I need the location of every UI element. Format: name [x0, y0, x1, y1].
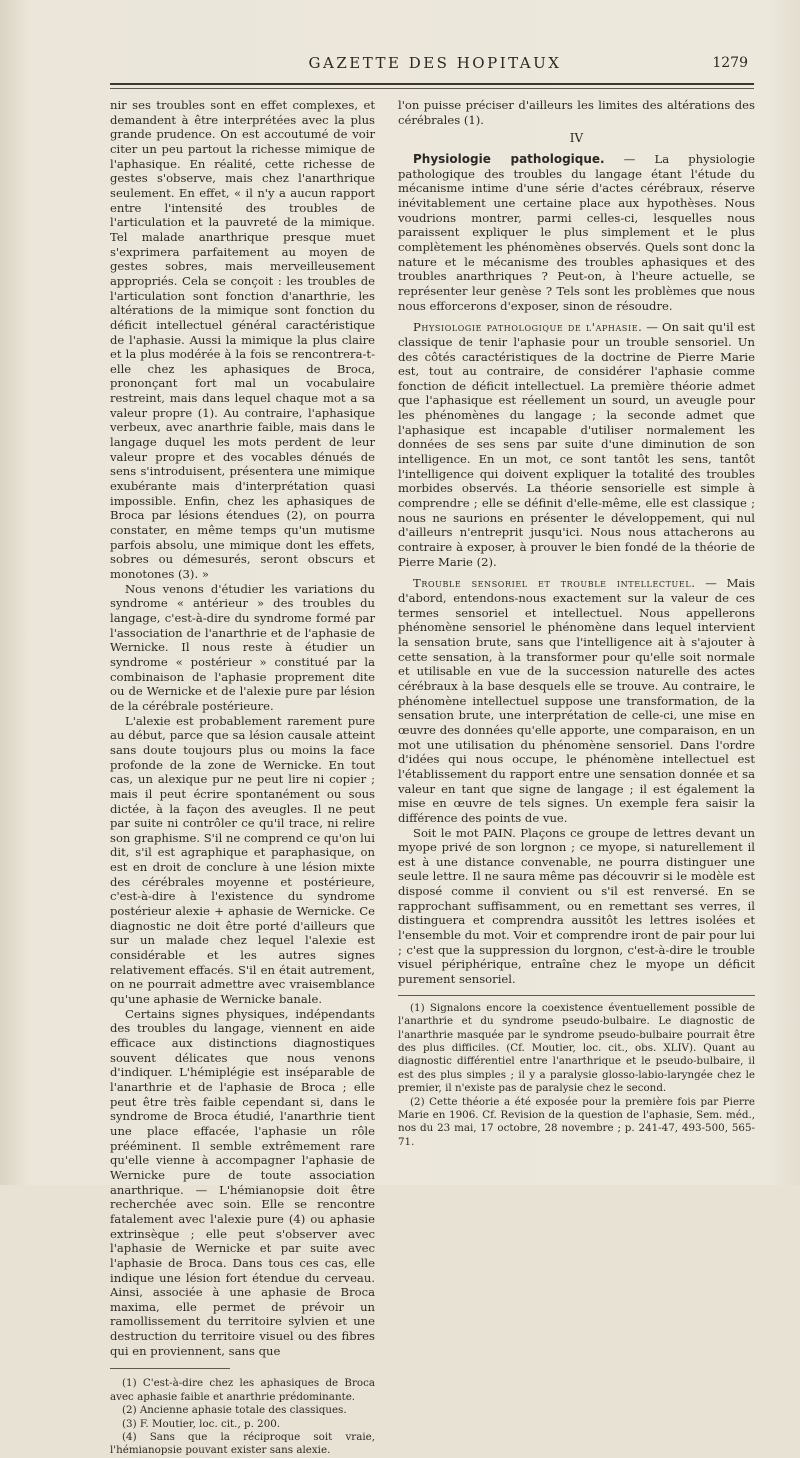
header-rule-thick [110, 83, 754, 85]
aphasia-text: — On sait qu'il est classique de tenir l'aphasie pour un trouble sensoriel. Un des côtés caractéristiques de la doctrine de Pierre Marie est, tout au contraire, de considérer l'aphasie comme fonction de déficit intellectuel. La première théorie admet que l'aphasique est réellement un sourd, un aveugle pour les phénomènes du langage ; la seconde admet que l'aphasique est incapable d'utiliser normalement les données de ses sens par suite d'une diminution de son intelligence. En un mot, ce sont tantôt les sens, tantôt l'intelligence qui doivent expliquer la totalité des troubles morbides observés. La théorie sensorielle est simple à comprendre ; elle se définit d'elle-même, elle est classique ; nous ne saurions en présenter le développement, qui nul d'ailleurs n'entreprit jusqu'ici. Nous nous attacherons au contraire à exposer, à prouver le bien fondé de la théorie de Pierre Marie (2). [398, 320, 755, 569]
physiology-heading: Physiologie pathologique. [413, 151, 605, 166]
spacer [398, 313, 755, 320]
right-paragraph-4: Soit le mot PAIN. Plaçons ce groupe de lettres devant un myope privé de son lorgnon ; ce myope, si naturellement il est à une distance convenable, ne pourra distinguer une seule lettre. Il ne saura même pas découvrir si le modèle est disposé comme il convient ou s'il est renversé. En se rapprochant suffisamment, ou en remettant ses verres, il distinguera et comprendra aussitôt les lettres isolées et l'ensemble du mot. Voir et comprendre iront de pair pour lui ; c'est que la suppression du lorgnon, c'est-à-dire le trouble visuel périphérique, entraîne chez le myope un déficit purement sensoriel. [398, 825, 755, 987]
trouble-heading: Trouble sensoriel et trouble intellectuel. [413, 576, 696, 591]
aphasia-heading: Physiologie pathologique de l'aphasie. [413, 320, 643, 335]
left-paragraph-1: nir ses troubles sont en effet complexes, et demandent à être interprétées avec la plus grande prudence. On est accoutumé de voir citer un peu partout la richesse mimique de l'aphasique. En réalité, cette richesse de gestes s'observe, mais chez l'anarthrique seulement. En effet, « il n'y a aucun rapport entre l'intensité des troubles de l'articulation et la pauvreté de la mimique. Tel malade anarthrique presque muet s'exprimera parfaitement au moyen de gestes sobres, mais merveilleusement appropriés. Cela se conçoit : les troubles de l'articulation sont fonction d'anarthrie, les altérations de la mimique sont fonction du déficit intellectuel général caractéristique de l'aphasie. Aussi la mimique la plus claire et la plus modérée à la fois se rencontrera-t-elle chez les aphasiques de Broca, prononçant fort mal un vocabulaire restreint, mais dans lequel chaque mot a sa valeur propre (1). Au contraire, l'aphasique verbeux, avec anarthrie faible, mais dans le langage duquel les mots perdent de leur valeur propre et des vocables dénués de sens s'introduisent, présentera une mimique exubérante mais d'interprétation quasi impossible. Enfin, chez les aphasiques de Broca par lésions étendues (2), on pourra constater, en même temps qu'un mutisme parfois absolu, une mimique dont les effets, sobres ou démesurés, seront obscurs et monotones (3). » [110, 98, 375, 581]
spacer [398, 569, 755, 576]
left-footnotes [110, 1377, 375, 1457]
left-paragraph-3: L'alexie est probablement rarement pure au début, parce que sa lésion causale atteint sans doute toujours plus ou moins la face profonde de la zone de Wernicke. En tout cas, un alexique pur ne peut lire ni copier ; mais il peut écrire spontanément ou sous dictée, à la façon des aveugles. Il ne peut par suite ni contrôler ce qu'il trace, ni relire son graphisme. S'il ne comprend ce qu'on lui dit, s'il est agraphique et paraphasique, on est en droit de conclure à une lésion mixte des cérébrales moyenne et postérieure, c'est-à-dire à l'existence du syndrome postérieur alexie + aphasie de Wernicke. Ce diagnostic ne doit être porté d'ailleurs que sur un malade chez lequel l'alexie est considérable et les autres signes relativement effacés. S'il en était autrement, on ne pourrait admettre avec vraisemblance qu'une aphasie de Wernicke banale. [110, 713, 375, 1007]
footnote: (4) Sans que la réciproque soit vraie, l'hémianopsie pouvant exister sans alexie. [110, 1431, 375, 1457]
header-rule-thin [110, 88, 754, 89]
physiology-paragraph [398, 152, 755, 313]
left-paragraph-2: Nous venons d'étudier les variations du syndrome « antérieur » des troubles du langage, c'est-à-dire du syndrome formé par l'association de l'anarthrie et de l'aphasie de Wernicke. Il nous reste à étudier un syndrome « postérieur » constitué par la combinaison de l'aphasie proprement dite ou de Wernicke et de l'alexie pure par lésion de la cérébrale postérieure. [110, 581, 375, 713]
section-number: IV [569, 131, 584, 146]
right-footnote-rule [398, 995, 755, 996]
trouble-paragraph [398, 576, 755, 825]
physiology-text: — La physiologie pathologique des troubles du langage étant l'étude du mécanisme intime d'une série d'actes cérébraux, réserve inévitablement une certaine place aux hypothèses. Nous voudrions montrer, parmi celles-ci, lesquelles nous paraissent expliquer le plus simplement et le plus complètement les phénomènes observés. Quels sont donc la nature et le mécanisme des troubles aphasiques et des troubles anarthriques ? Peut-on, à l'heure actuelle, se représenter leur genèse ? Tels sont les problèmes que nous nous efforcerons d'exposer, sinon de résoudre. [398, 151, 756, 313]
footnote: (3) F. Moutier, loc. cit., p. 200. [122, 1417, 281, 1430]
right-paragraph-0: l'on puisse préciser d'ailleurs les limites des altérations des cérébrales (1). [398, 98, 755, 127]
right-column [398, 98, 755, 1149]
page-header [110, 52, 760, 76]
footnote: (1) Signalons encore la coexistence éventuellement possible de l'anarthrie et du syndrome pseudo-bulbaire. Le diagnostic de l'anarthrie masquée par le syndrome pseudo-bulbaire pourrait être des plus difficiles. (Cf. Moutier, loc. cit., obs. XLIV). Quant au diagnostic différentiel entre l'anarthrique et le pseudo-bulbaire, il est des plus simples ; il y a paralysie glosso-labio-laryngée chez le premier, il n'existe pas de paralysie chez le second. [398, 1001, 755, 1095]
footnote: (2) Ancienne aphasie totale des classiques. [122, 1404, 347, 1417]
footnote: (2) Cette théorie a été exposée pour la première fois par Pierre Marie en 1906. Cf. Revision de la question de l'aphasie, Sem. méd., nos du 23 mai, 17 octobre, 28 novembre ; p. 241-47, 493-500, 565-71. [398, 1095, 755, 1148]
running-title: GAZETTE DES HOPITAUX [308, 54, 562, 72]
left-paragraph-4: Certains signes physiques, indépendants des troubles du langage, viennent en aide efficace aux distinctions diagnostiques souvent délicates que nous venons d'indiquer. L'hémiplégie est inséparable de l'anarthrie et de l'aphasie de Broca ; elle peut être très faible cependant si, dans le syndrome de Broca étudié, l'anarthrie tient une place effacée, l'aphasie un rôle prééminent. Il semble extrêmement rare qu'elle vienne à accompagner l'aphasie de Wernicke pure de toute association anarthrique. — L'hémianopsie doit être recherchée avec soin. Elle se rencontre fatalement avec l'alexie pure (4) ou aphasie extrinsèque ; elle peut s'observer avec l'aphasie de Wernicke et par suite avec l'aphasie de Broca. Dans tous ces cas, elle indique une lésion fort étendue du cerveau. Ainsi, associée à une aphasie de Broca maxima, elle permet de prévoir un ramollissement du territoire sylvien et une destruction du territoire visuel ou des fibres qui en proviennent, sans que [110, 1006, 375, 1358]
left-footnote-rule [110, 1368, 230, 1369]
trouble-text: — Mais d'abord, entendons-nous exactement sur la valeur de ces termes sensoriel et intellectuel. Nous appellerons phénomène sensoriel le phénomène dans lequel intervient la sensation brute, sans que l'intelligence ait à s'ajouter à cette sensation, à la transformer pour qu'elle soit normale et utilisable en vue de la succession naturelle des actes cérébraux à la base desquels elle se trouve. Au contraire, le phénomène intellectuel suppose une transformation, de la sensation brute, une interprétation de celle-ci, une mise en œuvre des données qu'elle apporte, une comparaison, en un mot une utilisation du phénomène sensoriel. Dans l'ordre d'idées qui nous occupe, le phénomène intellectuel est l'établissement du rapport entre une sensation donnée et sa valeur en tant que signe de langage ; il est également la mise en œuvre de tels signes. Un exemple fera saisir la différence des points de vue. [398, 576, 756, 825]
left-column [110, 98, 375, 1458]
aphasia-paragraph [398, 320, 755, 569]
footnote: (1) C'est-à-dire chez les aphasiques de Broca avec aphasie faible et anarthrie prédominante. [110, 1377, 375, 1403]
page-number: 1279 [712, 55, 748, 71]
right-footnotes [398, 1002, 755, 1149]
